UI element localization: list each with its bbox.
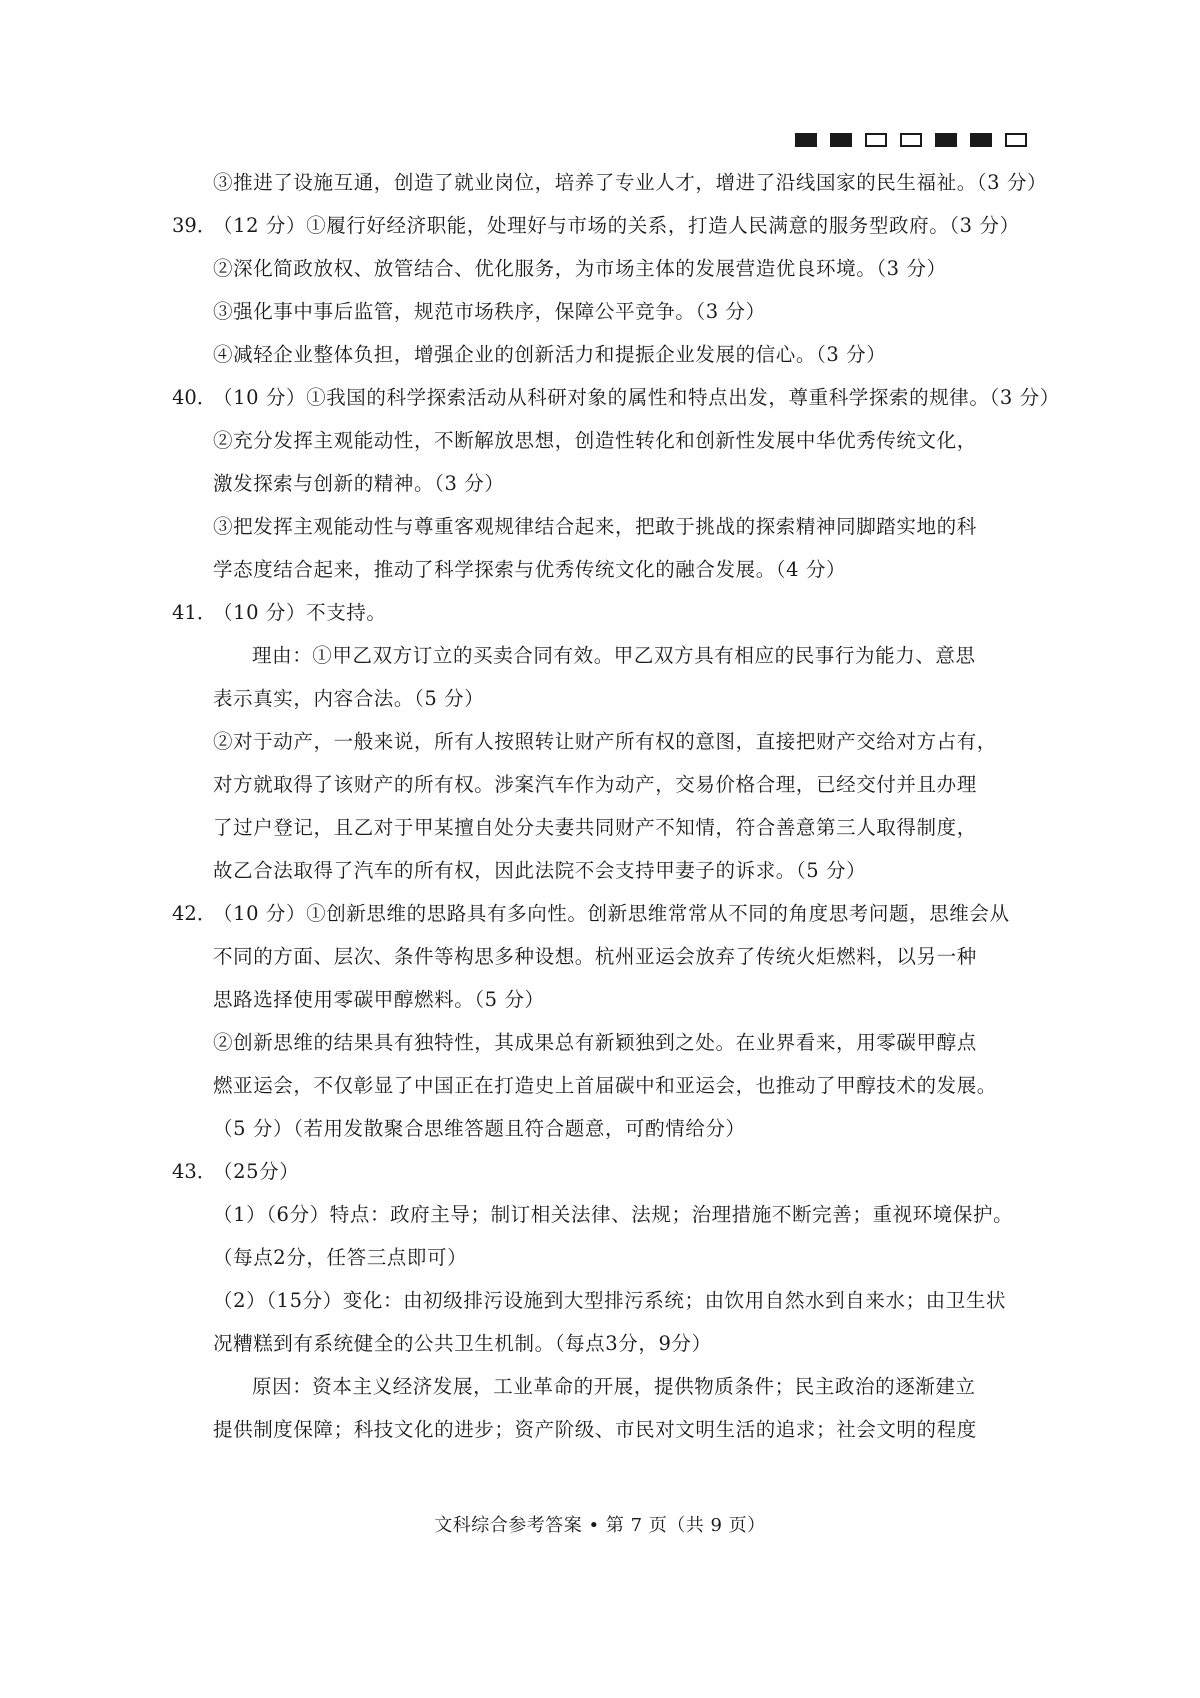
mark-empty (865, 133, 887, 147)
answer-line: 对方就取得了该财产的所有权。涉案汽车作为动产，交易价格合理，已经交付并且办理 (213, 773, 977, 796)
answer-line: （每点2分，任答三点即可） (213, 1246, 468, 1269)
answer-line: 表示真实，内容合法。（5 分） (213, 687, 485, 710)
registration-marks (795, 133, 1027, 147)
answer-line: （10 分）①创新思维的思路具有多向性。创新思维常常从不同的角度思考问题，思维会从 (213, 902, 1010, 925)
answer-line: ②深化简政放权、放管结合、优化服务，为市场主体的发展营造优良环境。（3 分） (213, 257, 947, 280)
question-number-41: 41． (172, 601, 217, 624)
answer-line: 学态度结合起来，推动了科学探索与优秀传统文化的融合发展。（4 分） (213, 558, 847, 581)
answer-line: （5 分）（若用发散聚合思维答题且符合题意，可酌情给分） (213, 1117, 746, 1140)
mark-empty (900, 133, 922, 147)
answer-line: （12 分）①履行好经济职能，处理好与市场的关系，打造人民满意的服务型政府。（3 分） (213, 214, 1020, 237)
answer-line: ③推进了设施互通，创造了就业岗位，培养了专业人才，增进了沿线国家的民生福祉。（3 分） (213, 171, 1048, 194)
answer-line: 理由：①甲乙双方订立的买卖合同有效。甲乙双方具有相应的民事行为能力、意思 (252, 644, 976, 667)
answer-line: ③强化事中事后监管，规范市场秩序，保障公平竞争。（3 分） (213, 300, 766, 323)
question-number-40: 40． (172, 386, 217, 409)
mark-filled (830, 133, 852, 147)
answer-line: （1）（6分）特点：政府主导；制订相关法律、法规；治理措施不断完善；重视环境保护。 (213, 1203, 1014, 1226)
answer-line: 思路选择使用零碳甲醇燃料。（5 分） (213, 988, 545, 1011)
mark-filled (935, 133, 957, 147)
answer-line: 原因：资本主义经济发展，工业革命的开展，提供物质条件；民主政治的逐渐建立 (252, 1375, 976, 1398)
page-footer: 文科综合参考答案 • 第 7 页（共 9 页） (434, 1515, 766, 1536)
answer-line: （2）（15分）变化：由初级排污设施到大型排污系统；由饮用自然水到自来水；由卫生状 (213, 1289, 1007, 1312)
answer-line: ②充分发挥主观能动性，不断解放思想，创造性转化和创新性发展中华优秀传统文化， (213, 429, 977, 452)
answer-line: 况糟糕到有系统健全的公共卫生机制。（每点3分，9分） (213, 1332, 712, 1355)
answer-line: 故乙合法取得了汽车的所有权，因此法院不会支持甲妻子的诉求。（5 分） (213, 859, 867, 882)
answer-line: ④减轻企业整体负担，增强企业的创新活力和提振企业发展的信心。（3 分） (213, 343, 887, 366)
answer-line: ③把发挥主观能动性与尊重客观规律结合起来，把敢于挑战的探索精神同脚踏实地的科 (213, 515, 977, 538)
answer-line: （10 分）不支持。 (213, 601, 387, 624)
answer-line: 了过户登记，且乙对于甲某擅自处分夫妻共同财产不知情，符合善意第三人取得制度， (213, 816, 977, 839)
question-number-42: 42． (172, 902, 217, 925)
answer-line: ②创新思维的结果具有独特性，其成果总有新颖独到之处。在业界看来，用零碳甲醇点 (213, 1031, 977, 1054)
question-number-39: 39． (172, 214, 217, 237)
mark-filled (970, 133, 992, 147)
answer-line: 提供制度保障；科技文化的进步；资产阶级、市民对文明生活的追求；社会文明的程度 (213, 1418, 977, 1441)
answer-line: 燃亚运会，不仅彰显了中国正在打造史上首届碳中和亚运会，也推动了甲醇技术的发展。 (213, 1074, 997, 1097)
answer-line: ②对于动产，一般来说，所有人按照转让财产所有权的意图，直接把财产交给对方占有， (213, 730, 997, 753)
question-number-43: 43． (172, 1160, 217, 1183)
answer-line: （25分） (213, 1160, 300, 1183)
mark-empty (1005, 133, 1027, 147)
answer-line: （10 分）①我国的科学探索活动从科研对象的属性和特点出发，尊重科学探索的规律。（3 分） (213, 386, 1060, 409)
answer-line: 激发探索与创新的精神。（3 分） (213, 472, 505, 495)
mark-filled (795, 133, 817, 147)
answer-line: 不同的方面、层次、条件等构思多种设想。杭州亚运会放弃了传统火炬燃料，以另一种 (213, 945, 977, 968)
